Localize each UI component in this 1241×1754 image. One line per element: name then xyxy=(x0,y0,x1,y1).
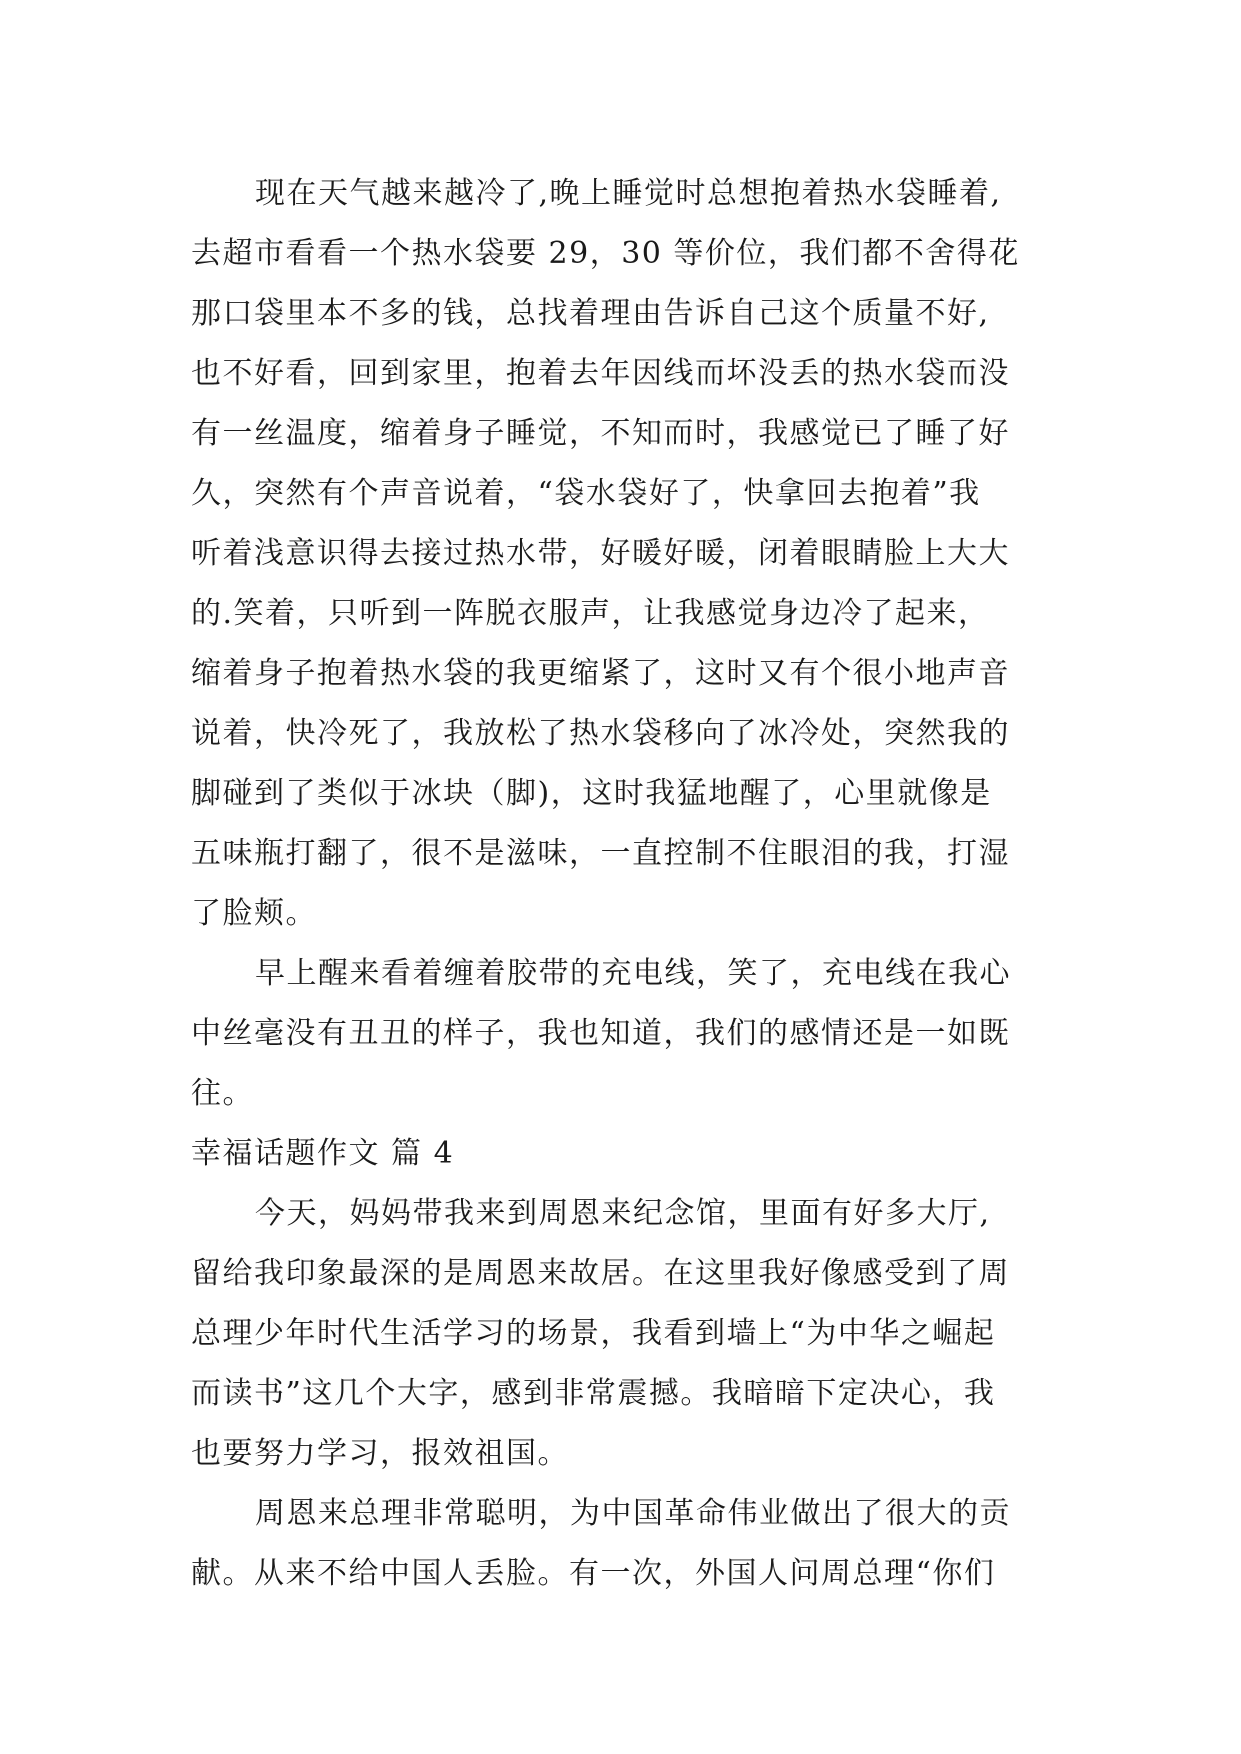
paragraph-line: 了脸颊。 xyxy=(191,896,317,931)
paragraph-line: 脚碰到了类似于冰块（脚)，这时我猛地醒了，心里就像是 xyxy=(191,776,992,811)
paragraph-line: 中丝毫没有丑丑的样子，我也知道，我们的感情还是一如既 xyxy=(191,1016,1010,1051)
paragraph-line: 而读书”这几个大字，感到非常震撼。我暗暗下定决心，我 xyxy=(191,1376,996,1411)
paragraph-line: 现在天气越来越冷了,晚上睡觉时总想抱着热水袋睡着, xyxy=(255,176,1002,211)
paragraph-line: 缩着身子抱着热水袋的我更缩紧了，这时又有个很小地声音 xyxy=(191,656,1010,691)
paragraph-line: 去超市看看一个热水袋要 29，30 等价位，我们都不舍得花 xyxy=(191,236,1020,271)
paragraph-line: 周恩来总理非常聪明，为中国革命伟业做出了很大的贡 xyxy=(255,1496,1011,1531)
paragraph-line: 总理少年时代生活学习的场景，我看到墙上“为中华之崛起 xyxy=(191,1316,996,1351)
paragraph-line: 留给我印象最深的是周恩来故居。在这里我好像感受到了周 xyxy=(191,1256,1010,1291)
paragraph-line: 早上醒来看着缠着胶带的充电线，笑了，充电线在我心 xyxy=(255,956,1011,991)
paragraph-line: 久，突然有个声音说着，“袋水袋好了，快拿回去抱着”我 xyxy=(191,476,981,511)
paragraph-line: 说着，快冷死了，我放松了热水袋移向了冰冷处，突然我的 xyxy=(191,716,1010,751)
paragraph-line: 五味瓶打翻了，很不是滋味，一直控制不住眼泪的我，打湿 xyxy=(191,836,1010,871)
paragraph-line: 有一丝温度，缩着身子睡觉，不知而时，我感觉已了睡了好 xyxy=(191,416,1010,451)
paragraph-line: 往。 xyxy=(191,1076,254,1111)
paragraph-line: 献。从来不给中国人丢脸。有一次，外国人问周总理“你们 xyxy=(191,1556,996,1591)
paragraph-line: 那口袋里本不多的钱，总找着理由告诉自己这个质量不好, xyxy=(191,296,990,331)
paragraph-line: 也要努力学习，报效祖国。 xyxy=(191,1436,569,1471)
paragraph-line: 听着浅意识得去接过热水带，好暖好暖，闭着眼睛脸上大大 xyxy=(191,536,1010,571)
paragraph-line: 的.笑着，只听到一阵脱衣服声，让我感觉身边冷了起来， xyxy=(191,596,990,631)
paragraph-line: 也不好看，回到家里，抱着去年因线而坏没丢的热水袋而没 xyxy=(191,356,1010,391)
document-body xyxy=(191,164,1091,1604)
section-heading: 幸福话题作文 篇 4 xyxy=(191,1136,455,1171)
paragraph-line: 今天，妈妈带我来到周恩来纪念馆，里面有好多大厅, xyxy=(255,1196,991,1231)
